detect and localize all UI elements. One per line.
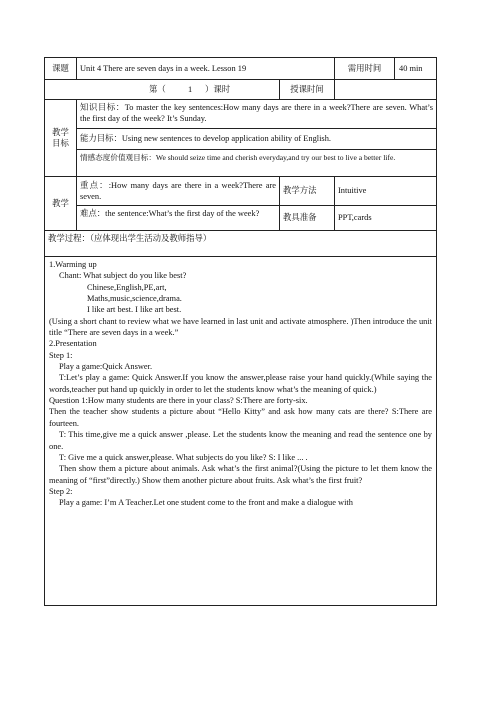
process-line: Step 1: [49, 350, 73, 360]
process-line: Play a game:Quick Answer. [59, 362, 153, 372]
period-blank-cell [45, 80, 77, 100]
difficult-point: 难点：the sentence:What’s the first day of the week? [77, 206, 280, 231]
process-line: T:Let’s play a game: Quick Answer.If you know the answer,please raise your hand quickly.(While saying the words,teacher put hand up quickly in order to let the students know what’s the meaning of quick.) [49, 373, 432, 394]
process-line: Chinese,English,PE,art, [87, 282, 167, 292]
process-body [45, 257, 436, 605]
goal-emotion: 情感态度价值观目标：We should seize time and cherish everyday,and try our best to live a better life. [77, 150, 436, 177]
process-line: 2.Presentation [49, 339, 97, 349]
time-needed-value: 40 min [395, 58, 436, 80]
process-line: (Using a short chant to review what we have learned in last unit and activate atmosphere. )Then introduce the unit title “There are seven days in a week.” [49, 316, 432, 338]
process-line: T: This time,give me a quick answer ,please. Let the students know the meaning and read the sentence one by one. [49, 430, 432, 451]
process-line: Then show them a picture about animals. Ask what’s the first animal?(Using the picture to let them know the meaning of “first”directly.) Show them another picture about fruits. Ask what’s the first fruit? [49, 464, 432, 485]
process-line: I like art best. I like art best. [87, 305, 182, 315]
process-line: Question 1:How many students are there in your class? S:There are forty-six. [49, 396, 308, 406]
process-line: Play a game: I’m A Teacher.Let one student come to the front and make a dialogue with [59, 498, 353, 508]
process-line: T: Give me a quick answer,please. What subjects do you like? S: I like ... . [59, 452, 308, 462]
process-line: Chant: What subject do you like best? [59, 271, 187, 281]
teaching-label: 教学 [45, 177, 77, 231]
key-point: 重点：:How many days are there in a week?There are seven. [77, 177, 280, 206]
goal-knowledge: 知识目标：To master the key sentences:How many days are there in a week?There are seven. What’s the first day of the week? It’s Sunday. [77, 100, 436, 129]
process-line: Maths,music,science,drama. [87, 294, 182, 304]
method-value: Intuitive [335, 177, 436, 206]
topic-value: Unit 4 There are seven days in a week. Lesson 19 [77, 58, 335, 80]
lesson-plan-table [44, 57, 437, 606]
topic-label: 课题 [45, 58, 77, 80]
goals-label: 教学 目标 [45, 100, 77, 177]
time-needed-label: 需用时间 [335, 58, 395, 80]
time-given-value [335, 80, 436, 100]
period-cell [77, 80, 280, 100]
process-header: 教学过程：（应体现出学生活动及教师指导） [45, 231, 436, 257]
period-prefix: 第（ [149, 85, 166, 94]
process-line: 1.Warming up [49, 260, 97, 269]
method-label: 教学方法 [280, 177, 335, 206]
period-number: 1 [188, 85, 193, 94]
process-line: Step 2: [49, 486, 73, 496]
tools-label: 教具准备 [280, 206, 335, 231]
period-suffix: ）课时 [205, 85, 231, 94]
process-line: Then the teacher show students a picture about “Hello Kitty” and ask how many cats are there? S:There are fourteen. [49, 407, 432, 428]
goal-ability: 能力目标：Using new sentences to develop application ability of English. [77, 129, 436, 150]
tools-value: PPT,cards [335, 206, 436, 231]
time-given-label: 授课时间 [280, 80, 335, 100]
